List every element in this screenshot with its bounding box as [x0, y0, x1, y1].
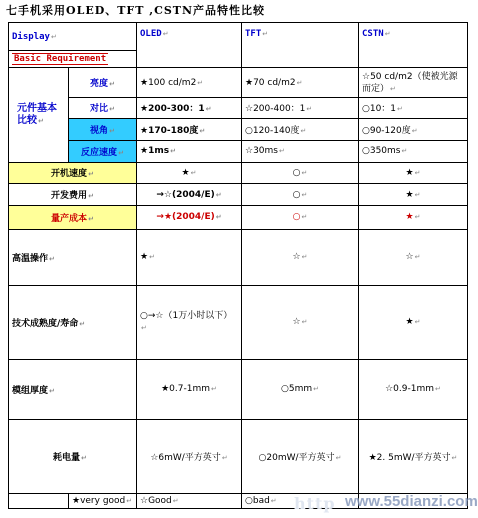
- legend-good: ☆Good↵: [137, 493, 242, 508]
- table-row: [9, 68, 468, 97]
- table-row: [9, 119, 468, 141]
- cstn-cell: ○10：1↵: [359, 97, 468, 119]
- basic-requirement-header: Basic Requirement: [9, 51, 137, 68]
- table-row: [9, 140, 468, 162]
- legend-very-good: ★very good↵: [69, 493, 137, 508]
- oled-cell: ★1ms↵: [137, 140, 242, 162]
- page-title: 七手机采用OLED、TFT ,CSTN产品特性比较: [6, 4, 266, 17]
- table-row: [9, 162, 468, 184]
- comparison-table: [8, 22, 468, 509]
- cstn-cell: ★↵: [359, 285, 468, 359]
- cstn-cell: ○350ms↵: [359, 140, 468, 162]
- tft-cell: ☆↵: [242, 229, 359, 285]
- tft-cell: ○20mW/平方英寸↵: [242, 420, 359, 494]
- tft-cell: ○↵: [242, 205, 359, 229]
- oled-cell: ★100 cd/m2↵: [137, 68, 242, 97]
- row-label: 反应速度↵: [69, 140, 137, 162]
- oled-cell: ○→☆（1万小时以下）↵: [137, 285, 242, 359]
- tft-cell: ☆200-400：1↵: [242, 97, 359, 119]
- table-row: [9, 205, 468, 229]
- group-label: 元件基本比较↵: [9, 68, 69, 162]
- oled-cell: →★(2004/E)↵: [137, 205, 242, 229]
- oled-cell: ★↵: [137, 162, 242, 184]
- table-row: [9, 184, 468, 206]
- legend-empty: [9, 493, 69, 508]
- tft-cell: ☆30ms↵: [242, 140, 359, 162]
- row-label: 对比↵: [69, 97, 137, 119]
- oled-cell: ★170-180度↵: [137, 119, 242, 141]
- cstn-header: CSTN↵: [359, 23, 468, 68]
- oled-cell: ★200-300：1↵: [137, 97, 242, 119]
- cstn-cell: ☆50 cd/m2（使被光源而定）↵: [359, 68, 468, 97]
- tft-cell: ○↵: [242, 162, 359, 184]
- oled-cell: ★0.7-1mm↵: [137, 359, 242, 420]
- tft-cell: ★70 cd/m2↵: [242, 68, 359, 97]
- table-row: [9, 285, 468, 359]
- tft-cell: ○5mm↵: [242, 359, 359, 420]
- legend-bad: ○bad↵: [242, 493, 359, 508]
- tft-cell: ☆↵: [242, 285, 359, 359]
- row-label: 技术成熟度/寿命↵: [9, 285, 137, 359]
- watermark-site: www.55dianzi.com: [345, 493, 478, 510]
- cstn-cell: ★↵: [359, 162, 468, 184]
- tft-header: TFT↵: [242, 23, 359, 68]
- header-row: [9, 23, 468, 51]
- row-label: 亮度↵: [69, 68, 137, 97]
- cstn-cell: ○90-120度↵: [359, 119, 468, 141]
- display-header: Display↵: [9, 23, 137, 51]
- table-row: [9, 229, 468, 285]
- cstn-cell: ☆0.9-1mm↵: [359, 359, 468, 420]
- row-label: 高温操作↵: [9, 229, 137, 285]
- row-label: 耗电量↵: [9, 420, 137, 494]
- row-label: 开机速度↵: [9, 162, 137, 184]
- row-label: 开发费用↵: [9, 184, 137, 206]
- row-label: 视角↵: [69, 119, 137, 141]
- row-label: 量产成本↵: [9, 205, 137, 229]
- tft-cell: ○120-140度↵: [242, 119, 359, 141]
- table-row: [9, 420, 468, 494]
- cstn-cell: ☆↵: [359, 229, 468, 285]
- cstn-cell: ★2. 5mW/平方英寸↵: [359, 420, 468, 494]
- oled-cell: ☆6mW/平方英寸↵: [137, 420, 242, 494]
- oled-header: OLED↵: [137, 23, 242, 68]
- cstn-cell: ★↵: [359, 205, 468, 229]
- table-row: [9, 359, 468, 420]
- tft-cell: ○↵: [242, 184, 359, 206]
- oled-cell: →☆(2004/E)↵: [137, 184, 242, 206]
- oled-cell: ★↵: [137, 229, 242, 285]
- cstn-cell: ★↵: [359, 184, 468, 206]
- watermark-http: http: [294, 494, 336, 513]
- table-row: [9, 97, 468, 119]
- row-label: 模组厚度↵: [9, 359, 137, 420]
